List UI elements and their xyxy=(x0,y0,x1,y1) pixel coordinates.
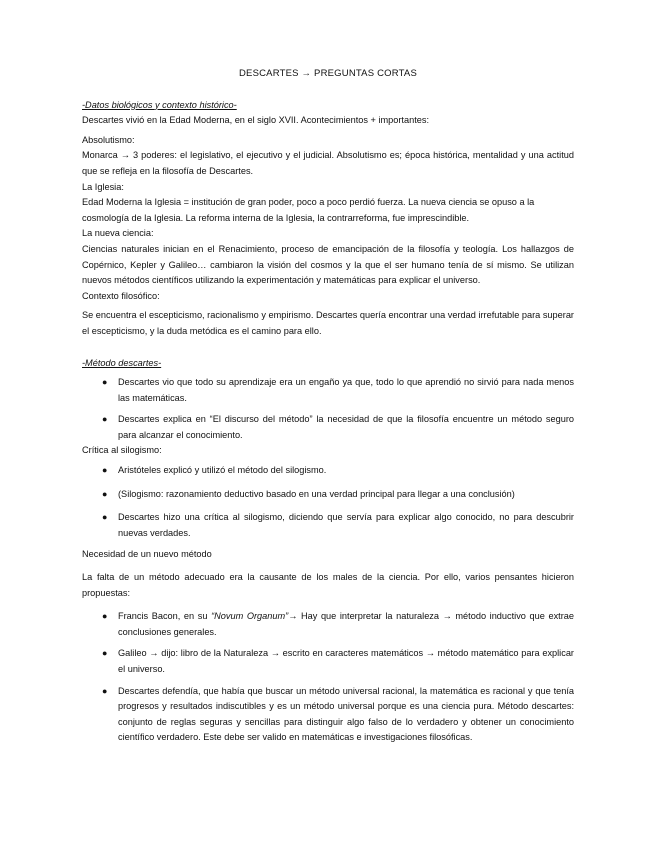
bullet-icon: ● xyxy=(102,611,108,622)
label-critica-silogismo: Crítica al silogismo: xyxy=(82,445,162,456)
bullet-icon: ● xyxy=(102,685,108,696)
list-item: ● (Silogismo: razonamiento deductivo basado en una verdad principal para llegar a una conclusión) xyxy=(82,487,574,503)
paragraph-iglesia: Edad Moderna la Iglesia = institución de gran poder, poco a poco perdió fuerza. La nueva ciencia se opuso a la cosmología de la Iglesia. La reforma interna de la Iglesia, la contrarreforma, fue imprescindible. xyxy=(82,197,535,223)
paragraph-contexto-filosofico: Se encuentra el escepticismo, racionalismo y empirismo. Descartes quería encontrar una verdad irrefutable para superar el escepticismo, y la duda metódica es el camino para ello. xyxy=(82,310,574,336)
bullet-icon: ● xyxy=(102,488,108,499)
bullet-list-metodo xyxy=(82,375,574,443)
list-item: ● Descartes explica en “El discurso del método” la necesidad de que la filosofía encuentre un método seguro para alcanzar el conocimiento. xyxy=(102,414,574,440)
label-absolutismo: Absolutismo: xyxy=(82,134,135,145)
bullet-list-critica xyxy=(82,463,574,541)
paragraph-intro: Descartes vivió en la Edad Moderna, en el siglo XVII. Acontecimientos + importantes: xyxy=(82,115,430,126)
list-item: ● Descartes hizo una crítica al silogismo, diciendo que servía para explicar algo conocido, no para descubrir nuevas verdades. xyxy=(102,512,574,538)
list-item: ● Francis Bacon, en su “Novum Organum”→ Hay que interpretar la naturaleza → método inductivo que extrae conclusiones generales. xyxy=(102,611,574,637)
paragraph-necesidad-metodo: La falta de un método adecuado era la causante de los males de la ciencia. Por ello, varios pensantes hicieron propuestas: xyxy=(82,572,574,598)
list-item: ● Descartes defendía, que había que buscar un método universal racional, la matemática es racional y que tenía progresos y resultados indiscutibles y es un método universal porque es una ciencia pura. Método descartes: conjunto de reglas seguras y sencillas para distinguir algo falso de lo verdadero y obtener un conocimiento científico verdadero. Este debe ser valido en matemáticas e investigaciones filosóficas. xyxy=(102,685,574,743)
bullet-icon: ● xyxy=(102,377,108,388)
bullet-icon: ● xyxy=(102,465,108,476)
paragraph-nueva-ciencia: Ciencias naturales inician en el Renacimiento, proceso de emancipación de la filosofía y teología. Los hallazgos de Copérnico, Kepler y Galileo… cambiaron la visión del cosmos y la que el ser humano tenía de sí mismo. Se utilizan nuevos métodos científicos utilizando la experimentación y matemáticas para explicar el universo. xyxy=(82,243,574,286)
list-item: ● Galileo → dijo: libro de la Naturaleza → escrito en caracteres matemáticos → método matemático para explicar el universo. xyxy=(102,648,574,674)
paragraph-absolutismo: Monarca → 3 poderes: el legislativo, el ejecutivo y el judicial. Absolutismo es; época histórica, mentalidad y una actitud que se refleja en la filosofía de Descartes. xyxy=(82,150,574,176)
bullet-icon: ● xyxy=(102,648,108,659)
list-item: ● Descartes vio que todo su aprendizaje era un engaño ya que, todo lo que aprendió no sirvió para nada menos las matemáticas. xyxy=(102,377,574,403)
bullet-icon: ● xyxy=(102,512,108,523)
list-item: ● Aristóteles explicó y utilizó el método del silogismo. xyxy=(82,463,574,479)
label-nueva-ciencia: La nueva ciencia: xyxy=(82,228,154,239)
label-necesidad-metodo: Necesidad de un nuevo método xyxy=(82,549,212,560)
section-heading-datos: -Datos biológicos y contexto histórico- xyxy=(82,99,237,110)
section-heading-metodo: -Método descartes- xyxy=(82,357,162,368)
bullet-list-propuestas xyxy=(82,609,574,746)
label-contexto-filosofico: Contexto filosófico: xyxy=(82,290,160,301)
page-title: DESCARTES → PREGUNTAS CORTAS xyxy=(238,68,418,79)
document-page xyxy=(82,66,574,752)
label-iglesia: La Iglesia: xyxy=(82,181,124,192)
bullet-icon: ● xyxy=(102,414,108,425)
